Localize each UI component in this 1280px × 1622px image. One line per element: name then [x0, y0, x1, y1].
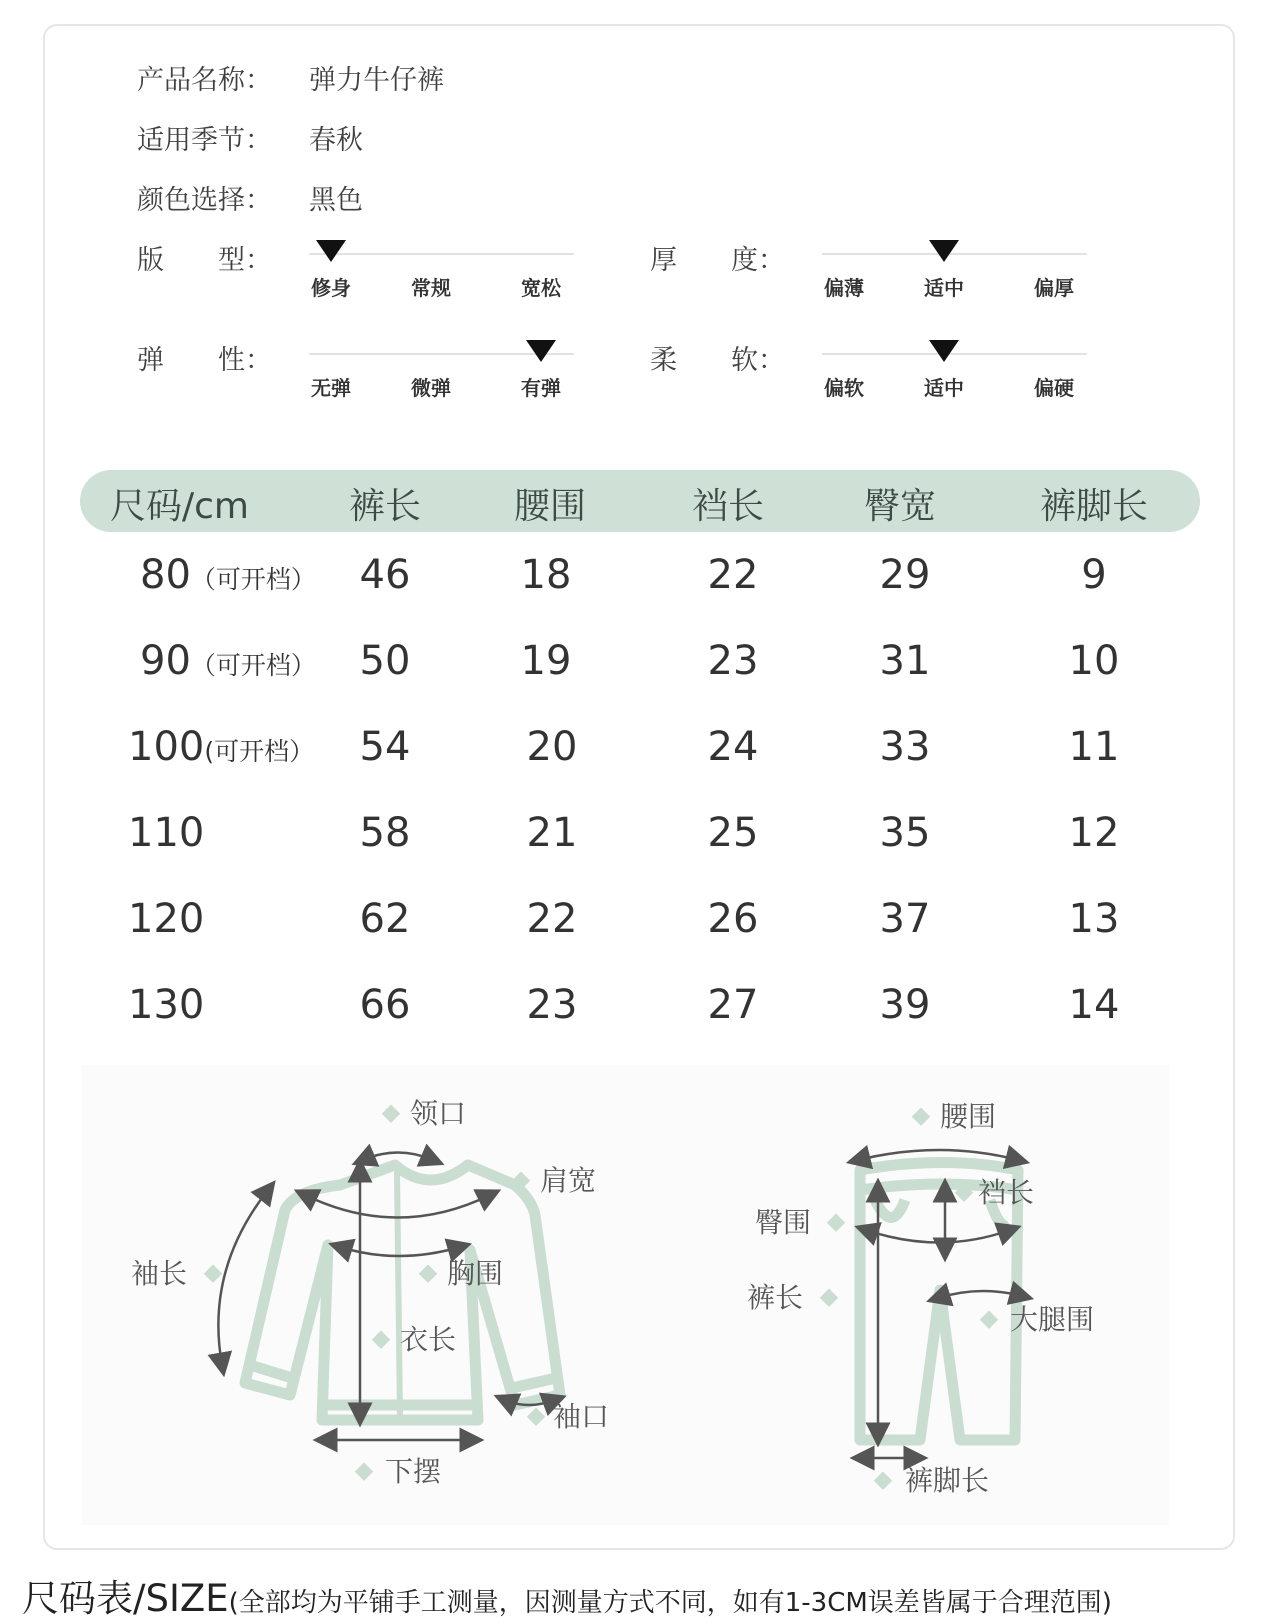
label-pants-length: 裤长 — [747, 1281, 804, 1314]
header-waist: 腰围 — [513, 486, 587, 527]
label-chest: 胸围 — [447, 1257, 504, 1290]
cell-leg-opening: 10 — [1068, 638, 1120, 684]
attr-elasticity — [137, 338, 587, 408]
label-cuff: 袖口 — [553, 1400, 610, 1433]
scale-option: 适中 — [924, 276, 964, 300]
cell-leg-opening: 9 — [1081, 552, 1107, 598]
info-value: 弹力牛仔裤 — [309, 65, 444, 96]
attr-fit — [137, 238, 587, 308]
cell-leg-opening: 11 — [1068, 724, 1120, 770]
fit-scale — [309, 238, 574, 298]
size-note: (可开档） — [204, 737, 315, 766]
attr-label: 柔 软： — [650, 345, 785, 376]
table-row — [0, 896, 1280, 976]
cell-crotch: 26 — [707, 896, 759, 942]
header-crotch: 裆长 — [691, 486, 765, 527]
label-length: 衣长 — [400, 1323, 457, 1356]
label-hem: 下摆 — [385, 1455, 442, 1488]
size-value: 110 — [128, 810, 205, 856]
size-note: （可开档） — [190, 651, 316, 680]
label-leg-opening: 裤脚长 — [905, 1464, 990, 1497]
shirt-placket — [397, 1172, 400, 1418]
size-cell — [128, 724, 314, 770]
attr-thickness — [650, 238, 1100, 308]
label-hip: 臀围 — [755, 1206, 812, 1239]
table-row — [0, 552, 1280, 632]
label-sleeve: 袖长 — [131, 1257, 188, 1290]
scale-option: 无弹 — [311, 376, 351, 400]
info-label: 产品名称： — [137, 65, 272, 96]
size-value: 120 — [128, 896, 205, 942]
scale-marker-icon — [316, 240, 346, 262]
scale-marker-icon — [526, 340, 556, 362]
cell-waist: 23 — [526, 982, 578, 1028]
scale-option: 偏硬 — [1034, 376, 1074, 400]
attr-softness — [650, 338, 1100, 408]
size-table-header — [80, 470, 1200, 532]
scale-option: 常规 — [411, 276, 451, 300]
info-value: 黑色 — [309, 185, 363, 216]
size-cell — [128, 810, 204, 856]
cell-waist: 18 — [520, 552, 572, 598]
cell-waist: 19 — [520, 638, 572, 684]
info-label: 颜色选择： — [137, 185, 272, 216]
info-label: 适用季节： — [137, 125, 272, 156]
softness-scale — [822, 338, 1087, 398]
scale-option: 微弹 — [411, 376, 451, 400]
cell-hip: 31 — [879, 638, 931, 684]
cell-hip: 37 — [879, 896, 931, 942]
header-leg-opening: 裤脚长 — [1039, 486, 1149, 527]
cell-hip: 35 — [879, 810, 931, 856]
footer-note: (全部均为平铺手工测量，因测量方式不同，如有1-3CM误差皆属于合理范围) — [228, 1588, 1112, 1618]
scale-option: 宽松 — [521, 276, 561, 300]
size-cell — [140, 638, 316, 684]
label-shoulder: 肩宽 — [540, 1164, 597, 1197]
cell-crotch: 22 — [707, 552, 759, 598]
footer-title: 尺码表/SIZE — [22, 1577, 229, 1620]
table-row — [0, 810, 1280, 890]
size-cell — [140, 552, 316, 598]
size-value: 80 — [140, 552, 191, 598]
info-value: 春秋 — [309, 125, 363, 156]
measurement-diagram — [0, 1060, 1280, 1540]
attr-label: 厚 度： — [650, 245, 785, 276]
elasticity-scale — [309, 338, 574, 398]
cell-pants-length: 46 — [359, 552, 411, 598]
cell-crotch: 25 — [707, 810, 759, 856]
cell-hip: 29 — [879, 552, 931, 598]
cell-crotch: 24 — [707, 724, 759, 770]
scale-option: 偏厚 — [1034, 276, 1074, 300]
label-thigh: 大腿围 — [1010, 1303, 1095, 1336]
size-value: 90 — [140, 638, 191, 684]
table-row — [0, 638, 1280, 718]
header-hip: 臀宽 — [863, 486, 937, 527]
footer — [22, 1568, 1112, 1622]
cell-crotch: 27 — [707, 982, 759, 1028]
scale-marker-icon — [929, 340, 959, 362]
label-crotch: 裆长 — [978, 1176, 1035, 1209]
scale-marker-icon — [929, 240, 959, 262]
label-waist: 腰围 — [940, 1100, 997, 1133]
size-value: 130 — [128, 982, 205, 1028]
cell-pants-length: 54 — [359, 724, 411, 770]
cell-pants-length: 62 — [359, 896, 411, 942]
cell-leg-opening: 13 — [1068, 896, 1120, 942]
cell-waist: 20 — [526, 724, 578, 770]
thickness-scale — [822, 238, 1087, 298]
attr-label: 版 型： — [137, 245, 272, 276]
cell-waist: 21 — [526, 810, 578, 856]
attr-label: 弹 性： — [137, 345, 272, 376]
table-row — [0, 724, 1280, 804]
size-value: 100 — [128, 724, 205, 770]
scale-option: 修身 — [311, 276, 351, 300]
header-pants-length: 裤长 — [348, 486, 422, 527]
cell-pants-length: 66 — [359, 982, 411, 1028]
scale-option: 适中 — [924, 376, 964, 400]
cell-hip: 39 — [879, 982, 931, 1028]
cell-hip: 33 — [879, 724, 931, 770]
scale-track — [309, 253, 574, 255]
cell-crotch: 23 — [707, 638, 759, 684]
scale-option: 偏软 — [824, 376, 864, 400]
label-collar: 领口 — [410, 1097, 467, 1130]
cell-pants-length: 50 — [359, 638, 411, 684]
scale-option: 偏薄 — [824, 276, 864, 300]
table-row — [0, 982, 1280, 1062]
cell-leg-opening: 14 — [1068, 982, 1120, 1028]
cell-pants-length: 58 — [359, 810, 411, 856]
header-size: 尺码/cm — [110, 486, 249, 527]
scale-option: 有弹 — [521, 376, 561, 400]
size-cell — [128, 982, 204, 1028]
cell-leg-opening: 12 — [1068, 810, 1120, 856]
cell-waist: 22 — [526, 896, 578, 942]
size-cell — [128, 896, 204, 942]
size-note: （可开档） — [190, 565, 316, 594]
